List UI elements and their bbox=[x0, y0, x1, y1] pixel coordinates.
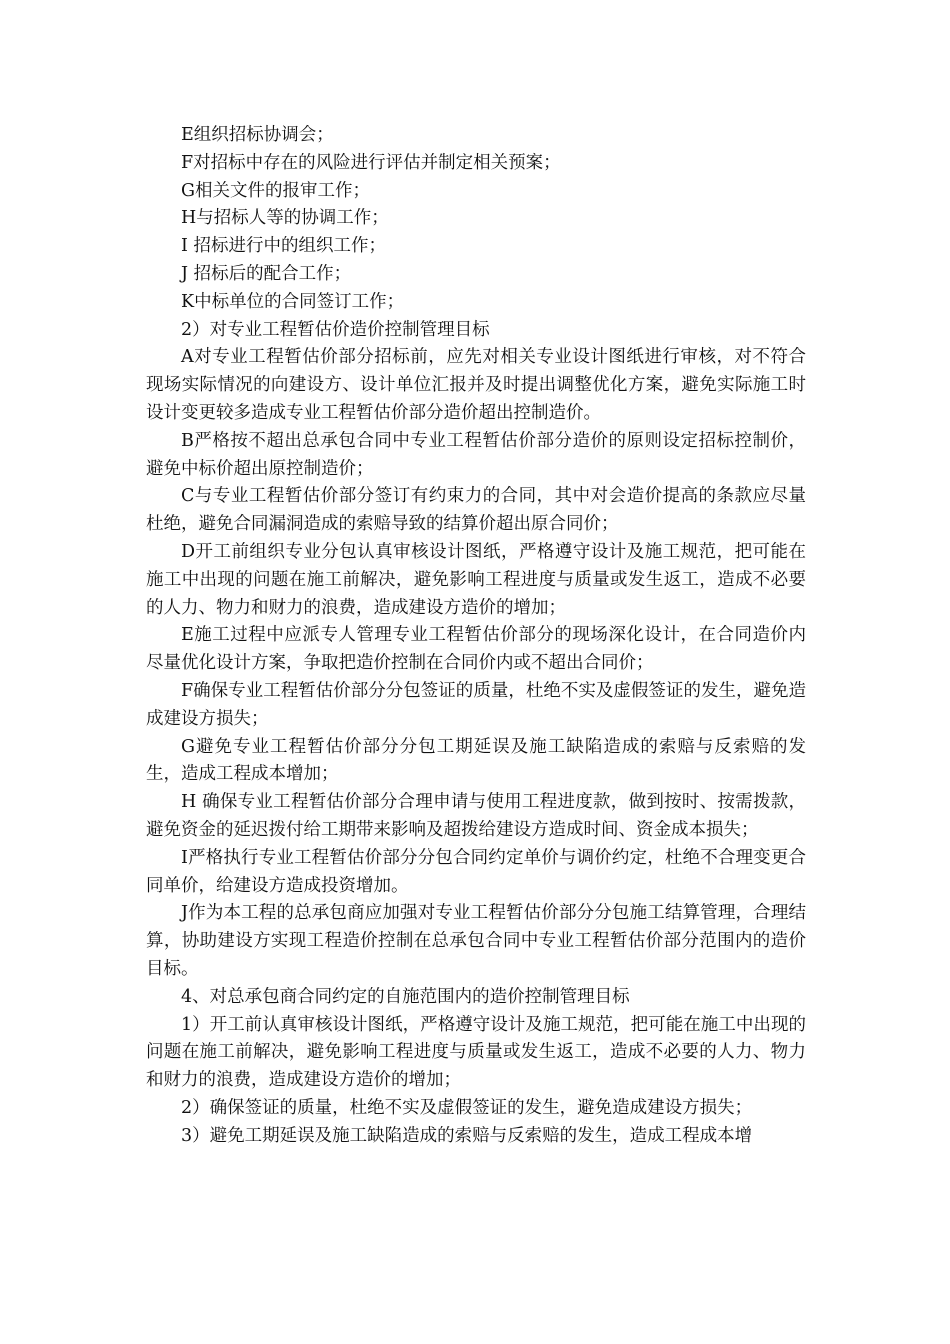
paragraph-i-organization: I 招标进行中的组织工作； bbox=[181, 236, 386, 257]
section-heading-provisional-sum: 2）对专业工程暂估价造价控制管理目标 bbox=[181, 319, 490, 340]
paragraph-j-settlement: J作为本工程的总承包商应加强对专业工程暂估价部分分包施工结算管理，合理结算，协助建设方实现工程造价控制在总承包合同中专业工程暂估价部分范围内的造价目标。 bbox=[146, 903, 806, 979]
paragraph-a-design-review: A对专业工程暂估价部分招标前，应先对相关专业设计图纸进行审核，对不符合现场实际情况的向建设方、设计单位汇报并及时提出调整优化方案，避免实际施工时设计变更较多造成专业工程暂估价部分造价超出控制造价。 bbox=[146, 347, 806, 423]
paragraph-g-document-approval: G相关文件的报审工作； bbox=[181, 180, 370, 201]
paragraph-b-control-price: B严格按不超出总承包合同中专业工程暂估价部分造价的原则设定招标控制价，避免中标价超出原控制造价； bbox=[146, 430, 806, 479]
paragraph-h-progress-payment: H 确保专业工程暂估价部分合理申请与使用工程进度款，做到按时、按需拨款，避免资金的延迟拨付给工期带来影响及超拨给建设方造成时间、资金成本损失； bbox=[146, 792, 806, 840]
section-heading-self-performed: 4、对总承包商合同约定的自施范围内的造价控制管理目标 bbox=[181, 986, 630, 1007]
paragraph-2-visa-quality: 2）确保签证的质量，杜绝不实及虚假签证的发生，避免造成建设方损失； bbox=[181, 1097, 753, 1118]
paragraph-k-contract-signing: K中标单位的合同签订工作； bbox=[181, 291, 405, 312]
paragraph-d-drawing-review: D开工前组织专业分包认真审核设计图纸，严格遵守设计及施工规范，把可能在施工中出现的问题在施工前解决，避免影响工程进度与质量或发生返工，造成不必要的人力、物力和财力的浪费，造成建设方造价的增加； bbox=[146, 541, 806, 618]
paragraph-e-tender-meeting: E组织招标协调会； bbox=[181, 125, 334, 145]
paragraph-j-post-tender: J 招标后的配合工作； bbox=[181, 263, 352, 284]
paragraph-c-binding-contract: C与专业工程暂估价部分签订有约束力的合同，其中对会造价提高的条款应尽量杜绝，避免合同漏洞造成的索赔导致的结算价超出原合同价； bbox=[146, 486, 806, 535]
paragraph-g-claims: G避免专业工程暂估价部分分包工期延误及施工缺陷造成的索赔与反索赔的发生，造成工程成本增加； bbox=[146, 736, 806, 785]
paragraph-i-unit-price: I严格执行专业工程暂估价部分分包合同约定单价与调价约定，杜绝不合理变更合同单价，给建设方造成投资增加。 bbox=[146, 847, 806, 896]
paragraph-e-design-deepening: E施工过程中应派专人管理专业工程暂估价部分的现场深化设计，在合同造价内尽量优化设计方案，争取把造价控制在合同价内或不超出合同价； bbox=[146, 625, 806, 674]
document-body bbox=[146, 122, 806, 1150]
paragraph-f-visa-quality: F确保专业工程暂估价部分分包签证的质量，杜绝不实及虚假签证的发生，避免造成建设方损失； bbox=[146, 680, 806, 729]
paragraph-h-coordination: H与招标人等的协调工作； bbox=[181, 208, 389, 229]
paragraph-1-drawing-review: 1）开工前认真审核设计图纸，严格遵守设计及施工规范，把可能在施工中出现的问题在施工前解决，避免影响工程进度与质量或发生返工，造成不必要的人力、物力和财力的浪费，造成建设方造价的增加； bbox=[146, 1014, 806, 1091]
paragraph-f-risk-assessment: F对招标中存在的风险进行评估并制定相关预案； bbox=[181, 152, 561, 173]
paragraph-3-claims: 3）避免工期延误及施工缺陷造成的索赔与反索赔的发生，造成工程成本增 bbox=[181, 1125, 753, 1146]
